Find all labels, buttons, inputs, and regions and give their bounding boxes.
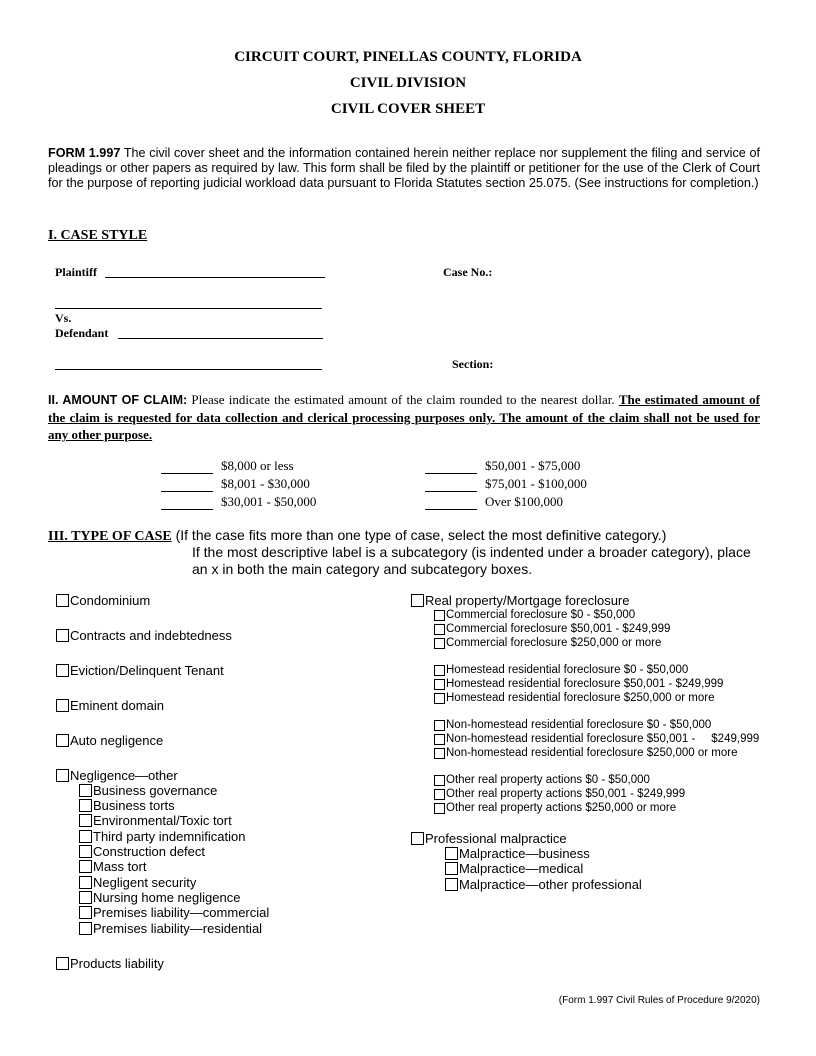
checkbox-malpractice-sub[interactable]: Malpractice—medical xyxy=(445,861,583,876)
checkbox-products-liability[interactable]: Products liability xyxy=(56,956,164,971)
court-title: CIRCUIT COURT, PINELLAS COUNTY, FLORIDA xyxy=(234,49,582,65)
checkbox-foreclosure-sub[interactable]: Homestead residential foreclosure $50,001 - $249,999 xyxy=(434,678,723,690)
checkbox-box[interactable] xyxy=(434,624,445,635)
section-label: Section: xyxy=(452,357,494,371)
checkbox-box[interactable] xyxy=(434,748,445,759)
checkbox-negligence-sub[interactable]: Construction defect xyxy=(79,844,205,859)
checkbox-box[interactable] xyxy=(79,845,92,858)
checkbox-negligence-other[interactable]: Negligence—other xyxy=(56,768,178,783)
amount-option[interactable]: $8,000 or less xyxy=(161,458,294,474)
checkbox-professional-malpractice[interactable]: Professional malpractice xyxy=(411,831,567,846)
checkbox-malpractice-sub[interactable]: Malpractice—business xyxy=(445,846,590,861)
checkbox-box[interactable] xyxy=(434,775,445,786)
checkbox-negligence-sub[interactable]: Nursing home negligence xyxy=(79,890,240,905)
amount-blank[interactable] xyxy=(161,479,213,492)
amount-blank[interactable] xyxy=(161,461,213,474)
checkbox-negligence-sub[interactable]: Negligent security xyxy=(79,875,196,890)
checkbox-box[interactable] xyxy=(79,799,92,812)
amount-option[interactable]: $75,001 - $100,000 xyxy=(425,476,587,492)
checkbox-box[interactable] xyxy=(79,784,92,797)
checkbox-box[interactable] xyxy=(434,665,445,676)
amount-option[interactable]: $50,001 - $75,000 xyxy=(425,458,580,474)
amount-of-claim-paragraph xyxy=(48,391,760,443)
case-no-label: Case No.: xyxy=(443,265,493,279)
checkbox-box[interactable] xyxy=(434,803,445,814)
checkbox-foreclosure-sub[interactable]: Non-homestead residential foreclosure $50,001 - $249,999 xyxy=(434,733,759,745)
amount-blank[interactable] xyxy=(425,479,477,492)
plaintiff-label: Plaintiff xyxy=(55,265,97,279)
type-of-case-header xyxy=(48,527,666,545)
checkbox-box[interactable] xyxy=(434,720,445,731)
type-of-case-heading: III. TYPE OF CASE xyxy=(48,529,172,544)
checkbox-condominium[interactable]: Condominium xyxy=(56,593,150,608)
amount-blank[interactable] xyxy=(425,461,477,474)
checkbox-box[interactable] xyxy=(434,734,445,745)
checkbox-foreclosure-sub[interactable]: Commercial foreclosure $0 - $50,000 xyxy=(434,609,635,621)
checkbox-box[interactable] xyxy=(445,862,458,875)
amount-option[interactable]: $8,001 - $30,000 xyxy=(161,476,310,492)
checkbox-auto-negligence[interactable]: Auto negligence xyxy=(56,733,163,748)
defendant-extra-line[interactable] xyxy=(55,369,322,370)
checkbox-box[interactable] xyxy=(434,638,445,649)
amount-blank[interactable] xyxy=(425,497,477,510)
checkbox-box[interactable] xyxy=(445,878,458,891)
checkbox-eminent-domain[interactable]: Eminent domain xyxy=(56,698,164,713)
amount-blank[interactable] xyxy=(161,497,213,510)
checkbox-box[interactable] xyxy=(56,699,69,712)
form-label: FORM 1.997 xyxy=(48,146,121,160)
checkbox-foreclosure-sub[interactable]: Homestead residential foreclosure $250,000 or more xyxy=(434,692,714,704)
checkbox-foreclosure-sub[interactable]: Non-homestead residential foreclosure $250,000 or more xyxy=(434,747,738,759)
checkbox-box[interactable] xyxy=(79,814,92,827)
checkbox-negligence-sub[interactable]: Business governance xyxy=(79,783,217,798)
checkbox-box[interactable] xyxy=(79,891,92,904)
checkbox-negligence-sub[interactable]: Premises liability—residential xyxy=(79,921,262,936)
case-style-heading: I. CASE STYLE xyxy=(48,228,148,243)
checkbox-real-property[interactable]: Real property/Mortgage foreclosure xyxy=(411,593,630,608)
defendant-label: Defendant xyxy=(55,326,109,340)
checkbox-negligence-sub[interactable]: Third party indemnification xyxy=(79,829,245,844)
sheet-title: CIVIL COVER SHEET xyxy=(330,101,486,117)
checkbox-box[interactable] xyxy=(434,679,445,690)
checkbox-foreclosure-sub[interactable]: Other real property actions $50,001 - $249,999 xyxy=(434,788,685,800)
plaintiff-extra-line[interactable] xyxy=(55,308,322,309)
form-footer: (Form 1.997 Civil Rules of Procedure 9/2020) xyxy=(558,995,760,1006)
checkbox-box[interactable] xyxy=(434,789,445,800)
amount-option[interactable]: $30,001 - $50,000 xyxy=(161,494,316,510)
division-title: CIVIL DIVISION xyxy=(349,75,467,91)
plaintiff-input-line[interactable] xyxy=(105,277,325,278)
checkbox-box[interactable] xyxy=(79,906,92,919)
checkbox-box[interactable] xyxy=(434,610,445,621)
checkbox-box[interactable] xyxy=(56,957,69,970)
checkbox-negligence-sub[interactable]: Business torts xyxy=(79,798,175,813)
checkbox-box[interactable] xyxy=(56,734,69,747)
amount-of-claim-text: Please indicate the estimated amount of the claim rounded to the nearest dollar. xyxy=(187,392,619,407)
checkbox-negligence-sub[interactable]: Premises liability—commercial xyxy=(79,905,269,920)
checkbox-foreclosure-sub[interactable]: Other real property actions $0 - $50,000 xyxy=(434,774,650,786)
checkbox-box[interactable] xyxy=(434,693,445,704)
intro-text: The civil cover sheet and the information contained herein neither replace nor supplement the filing and service of pleadings or other papers as required by law. This form shall be filed by the plaintiff or petitioner for the use of the Clerk of Court for the purpose of reporting judicial workload data pursuant to Florida Statutes section 25.075. (See instructions for completion.) xyxy=(48,146,760,190)
amount-of-claim-heading: II. AMOUNT OF CLAIM: xyxy=(48,393,188,407)
checkbox-box[interactable] xyxy=(411,832,424,845)
checkbox-foreclosure-sub[interactable]: Homestead residential foreclosure $0 - $50,000 xyxy=(434,664,688,676)
checkbox-box[interactable] xyxy=(79,922,92,935)
intro-paragraph xyxy=(48,146,760,191)
checkbox-foreclosure-sub[interactable]: Other real property actions $250,000 or more xyxy=(434,802,676,814)
defendant-input-line[interactable] xyxy=(118,338,323,339)
checkbox-malpractice-sub[interactable]: Malpractice—other professional xyxy=(445,877,642,892)
checkbox-box[interactable] xyxy=(79,830,92,843)
checkbox-box[interactable] xyxy=(411,594,424,607)
checkbox-foreclosure-sub[interactable]: Commercial foreclosure $250,000 or more xyxy=(434,637,661,649)
amount-option[interactable]: Over $100,000 xyxy=(425,494,563,510)
type-of-case-instruction: (If the case fits more than one type of case, select the most definitive category.) xyxy=(171,527,667,543)
checkbox-negligence-sub[interactable]: Mass tort xyxy=(79,859,146,874)
checkbox-box[interactable] xyxy=(56,664,69,677)
checkbox-box[interactable] xyxy=(56,594,69,607)
checkbox-eviction[interactable]: Eviction/Delinquent Tenant xyxy=(56,663,224,678)
checkbox-box[interactable] xyxy=(79,876,92,889)
amount-of-claim-requirement: The estimated amount of the claim is requested for data collection and clerical processing purposes only. The amount of the claim shall not be used for any other purpose. xyxy=(48,392,760,442)
checkbox-box[interactable] xyxy=(56,769,69,782)
checkbox-box[interactable] xyxy=(79,860,92,873)
checkbox-foreclosure-sub[interactable]: Non-homestead residential foreclosure $0 - $50,000 xyxy=(434,719,711,731)
checkbox-foreclosure-sub[interactable]: Commercial foreclosure $50,001 - $249,999 xyxy=(434,623,670,635)
checkbox-box[interactable] xyxy=(56,629,69,642)
type-of-case-instruction-2: If the most descriptive label is a subcategory (is indented under a broader category), place an x in both the main category and subcategory boxes. xyxy=(192,544,751,577)
checkbox-contracts[interactable]: Contracts and indebtedness xyxy=(56,628,232,643)
checkbox-negligence-sub[interactable]: Environmental/Toxic tort xyxy=(79,813,232,828)
vs-label: Vs. xyxy=(55,311,72,325)
checkbox-box[interactable] xyxy=(445,847,458,860)
